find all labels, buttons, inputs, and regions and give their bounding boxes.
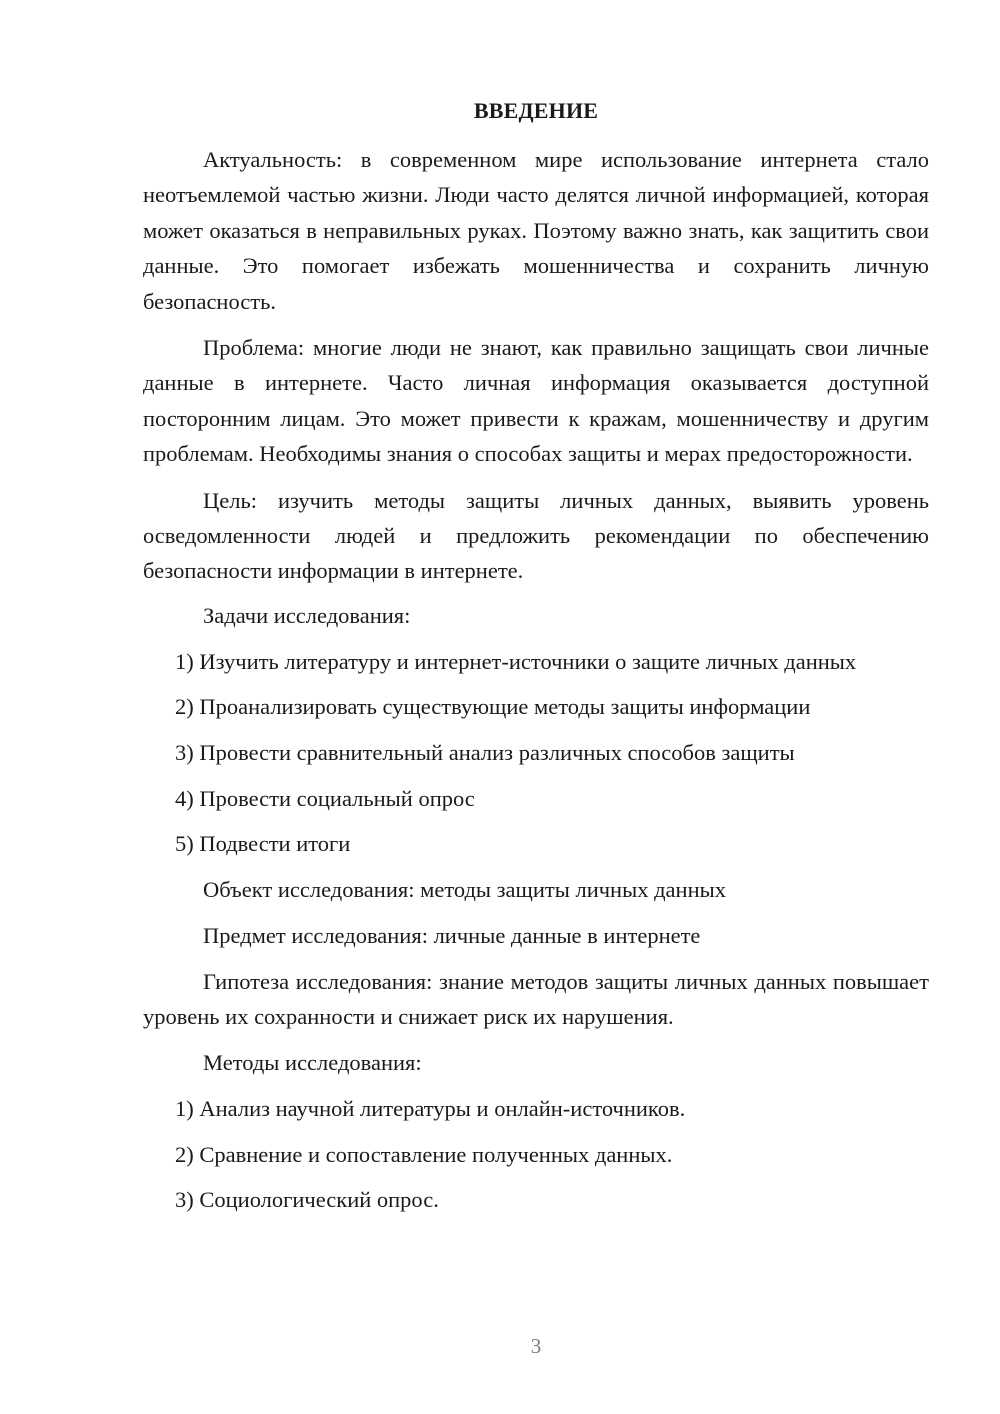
- problem-paragraph: Проблема: многие люди не знают, как правильно защищать свои личные данные в интернете. Часто личная информация оказывается доступной посторонним лицам. Это может привести к кражам, мошенничеству и другим проблемам. Необходимы знания о способах защиты и мерах предосторожности.: [143, 335, 929, 467]
- page-number: 3: [530, 1334, 542, 1358]
- method-item-3: 3) Социологический опрос.: [175, 1187, 439, 1213]
- task-item-5: 5) Подвести итоги: [175, 831, 351, 857]
- research-object: Объект исследования: методы защиты личных данных: [203, 877, 726, 903]
- relevance-paragraph: Актуальность: в современном мире использование интернета стало неотъемлемой частью жизни. Люди часто делятся личной информацией, которая может оказаться в неправильных руках. Поэтому важно знать, как защитить свои данные. Это помогает избежать мошенничества и сохранить личную безопасность.: [143, 147, 929, 314]
- tasks-title: Задачи исследования:: [203, 602, 411, 628]
- task-item-1: 1) Изучить литературу и интернет-источники о защите личных данных: [175, 648, 857, 674]
- hypothesis-paragraph: Гипотеза исследования: знание методов защиты личных данных повышает уровень их сохранности и снижает риск их нарушения.: [143, 968, 929, 1029]
- research-subject: Предмет исследования: личные данные в интернете: [203, 922, 701, 948]
- goal-paragraph: Цель: изучить методы защиты личных данных, выявить уровень осведомленности людей и предложить рекомендации по обеспечению безопасности информации в интернете.: [143, 487, 929, 584]
- method-item-2: 2) Сравнение и сопоставление полученных данных.: [175, 1141, 673, 1167]
- task-item-4: 4) Провести социальный опрос: [175, 785, 475, 811]
- section-heading: ВВЕДЕНИЕ: [473, 98, 599, 123]
- task-item-3: 3) Провести сравнительный анализ различных способов защиты: [175, 739, 795, 765]
- task-item-2: 2) Проанализировать существующие методы защиты информации: [175, 694, 811, 720]
- method-item-1: 1) Анализ научной литературы и онлайн-источников.: [175, 1096, 686, 1122]
- methods-title: Методы исследования:: [203, 1050, 422, 1076]
- document-body: [143, 142, 929, 1228]
